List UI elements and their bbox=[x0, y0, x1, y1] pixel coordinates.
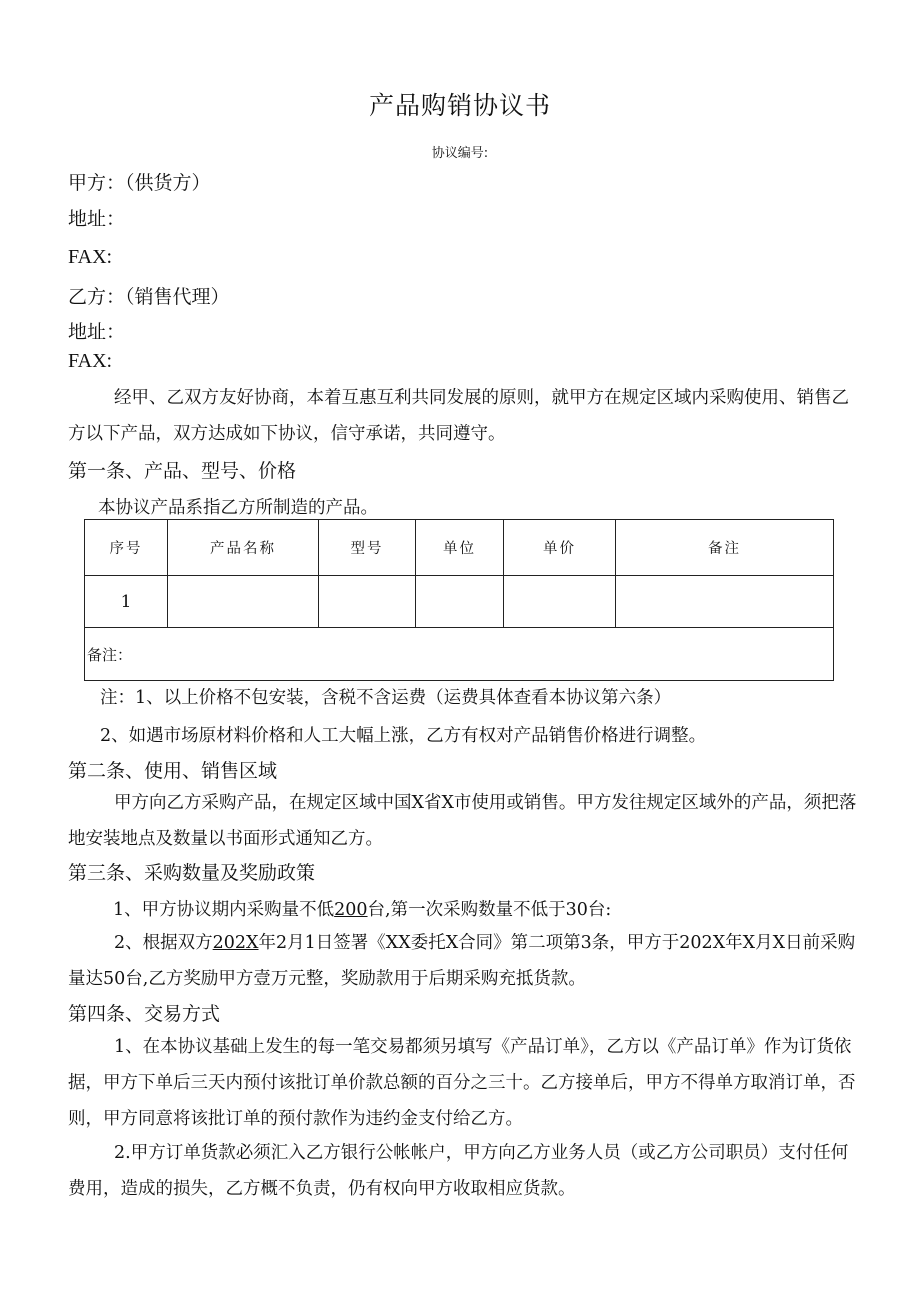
article-3-p1-text-a: 1、甲方协议期内采购量不低 bbox=[113, 900, 335, 920]
table-header-cell: 型号 bbox=[319, 520, 416, 576]
table-cell bbox=[504, 576, 616, 628]
party-b-label: 乙方：（销售代理） bbox=[68, 286, 230, 308]
table-header-cell: 单位 bbox=[416, 520, 504, 576]
table-row bbox=[85, 576, 834, 628]
table-header-cell: 备注 bbox=[616, 520, 834, 576]
article-3-p2-text-b: 年2月1日签署《XX委托X合同》第二项第3条，甲方于202X年X月X日前采购量达50台,乙方奖励甲方壹万元整，奖励款用于后期采购充抵货款。 bbox=[68, 933, 856, 989]
article-4-heading: 第四条、交易方式 bbox=[68, 1003, 221, 1025]
table-header-row bbox=[85, 520, 834, 576]
table-cell bbox=[319, 576, 416, 628]
product-table bbox=[84, 519, 834, 681]
intro-paragraph: 经甲、乙双方友好协商，本着互惠互利共同发展的原则，就甲方在规定区域内采购使用、销售乙方以下产品，双方达成如下协议，信守承诺，共同遵守。 bbox=[68, 388, 849, 444]
article-1-note-2: 2、如遇市场原材料价格和人工大幅上涨，乙方有权对产品销售价格进行调整。 bbox=[100, 726, 707, 746]
article-3-p2-text-a: 2、根据双方 bbox=[114, 933, 213, 953]
article-4-paragraph-2: 2.甲方订单货款必须汇入乙方银行公帐帐户，甲方向乙方业务人员（或乙方公司职员）支付任何费用，造成的损失，乙方概不负责，仍有权向甲方收取相应货款。 bbox=[68, 1143, 849, 1199]
table-header-cell: 产品名称 bbox=[168, 520, 319, 576]
document-title: 产品购销协议书 bbox=[368, 91, 551, 120]
article-3-paragraph-1 bbox=[113, 896, 611, 921]
party-b-fax-label: FAX: bbox=[68, 350, 113, 372]
article-3-paragraph-2 bbox=[68, 925, 864, 997]
party-a-fax-label: FAX: bbox=[68, 246, 113, 268]
party-a-address-label: 地址： bbox=[68, 208, 126, 230]
article-3-p1-quantity: 200 bbox=[334, 900, 368, 920]
article-3-p2-year: 202X bbox=[212, 933, 259, 953]
party-a-label: 甲方：（供货方） bbox=[68, 172, 211, 194]
table-cell bbox=[168, 576, 319, 628]
article-1-description: 本协议产品系指乙方所制造的产品。 bbox=[98, 498, 378, 518]
article-2-heading: 第二条、使用、销售区域 bbox=[68, 760, 278, 782]
article-1-note-1: 注：1、以上价格不包安装，含税不含运费（运费具体查看本协议第六条） bbox=[100, 688, 672, 708]
table-header-cell: 序号 bbox=[85, 520, 168, 576]
article-3-p1-text-b: 台,第一次采购数量不低于30台: bbox=[367, 900, 612, 920]
table-header-cell: 单价 bbox=[504, 520, 616, 576]
article-4-paragraph-1: 1、在本协议基础上发生的每一笔交易都须另填写《产品订单》，乙方以《产品订单》作为订货依据，甲方下单后三天内预付该批订单价款总额的百分之三十。乙方接单后，甲方不得单方取消订单，否则，甲方同意将该批订单的预付款作为违约金支付给乙方。 bbox=[68, 1037, 856, 1129]
table-note-cell: 备注： bbox=[85, 628, 834, 681]
table-cell: 1 bbox=[85, 576, 168, 628]
article-1-heading: 第一条、产品、型号、价格 bbox=[68, 460, 297, 482]
table-cell bbox=[416, 576, 504, 628]
table-cell bbox=[616, 576, 834, 628]
article-2-paragraph: 甲方向乙方采购产品，在规定区域中国X省X市使用或销售。甲方发往规定区域外的产品，须把落地安装地点及数量以书面形式通知乙方。 bbox=[68, 793, 857, 849]
party-b-address-label: 地址： bbox=[68, 321, 126, 343]
article-3-heading: 第三条、采购数量及奖励政策 bbox=[68, 862, 316, 884]
agreement-number-label: 协议编号: bbox=[431, 146, 489, 161]
table-note-row bbox=[85, 628, 834, 681]
